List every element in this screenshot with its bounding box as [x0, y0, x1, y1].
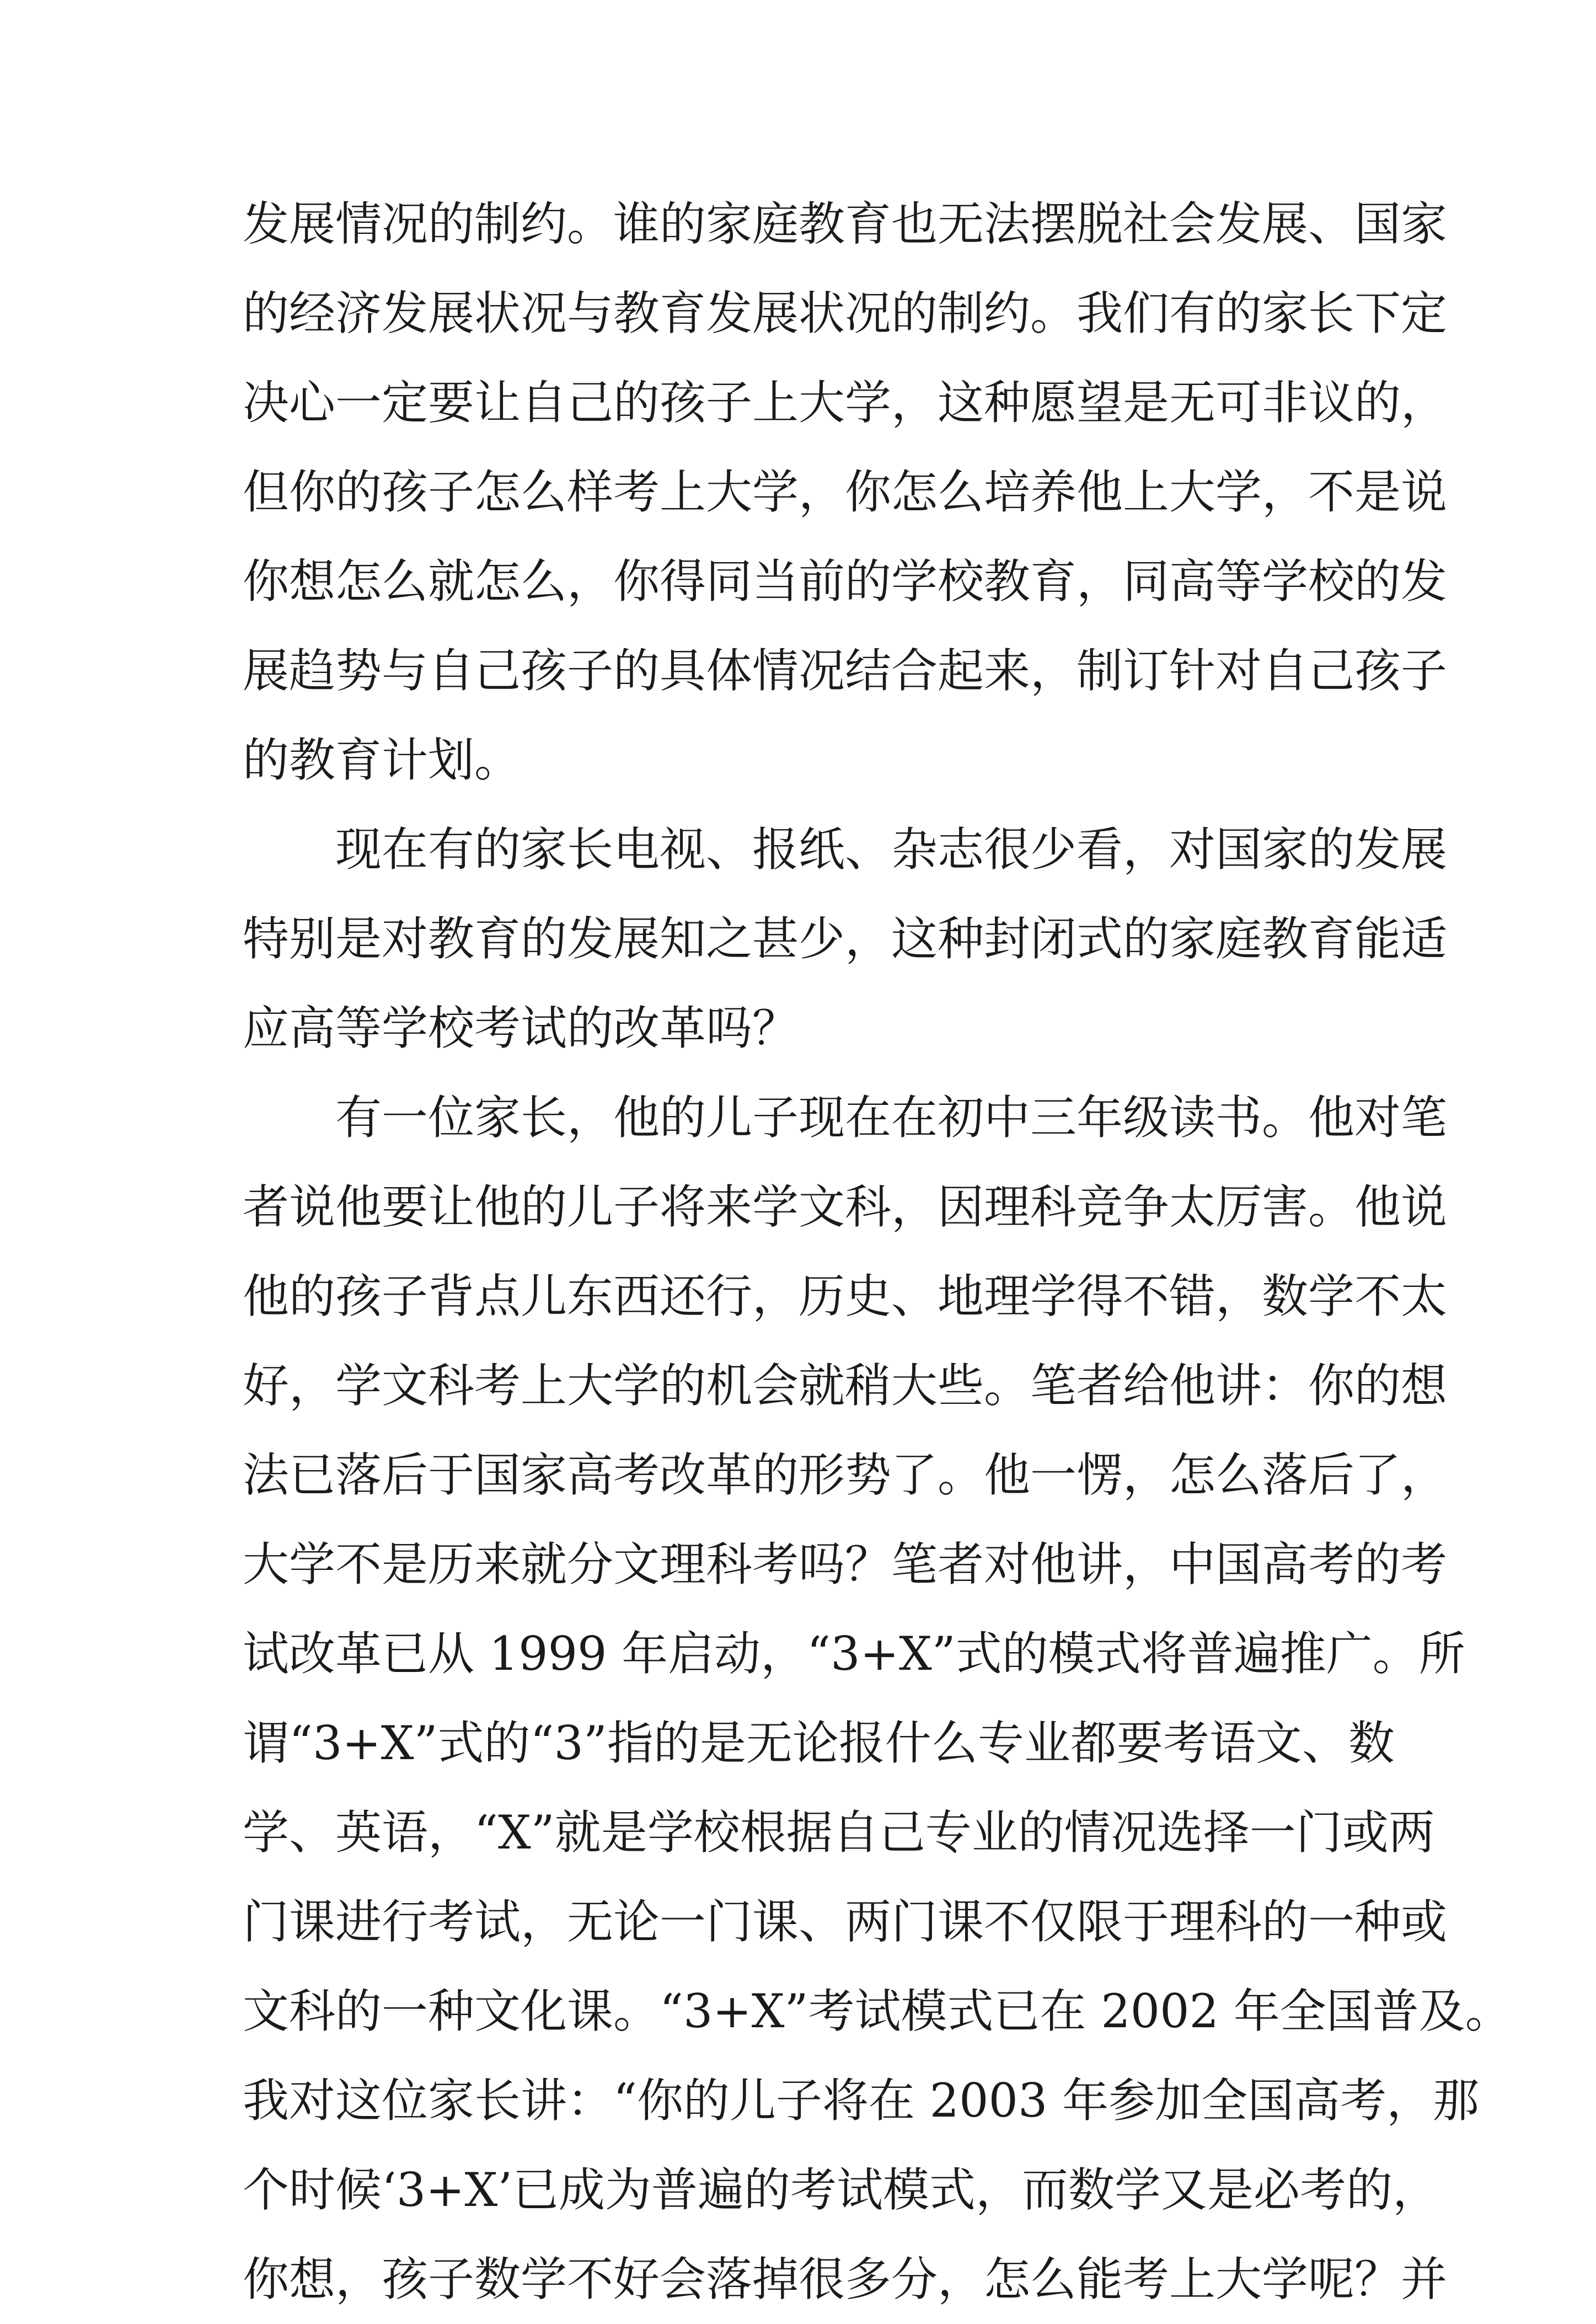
text-line: 法已落后于国家高考改革的形势了。他一愣，怎么落后了， — [243, 1448, 1448, 1502]
text-line: 的经济发展状况与教育发展状况的制约。我们有的家长下定 — [243, 286, 1448, 340]
text-line: 但你的孩子怎么样考上大学，你怎么培养他上大学，不是说 — [243, 465, 1448, 519]
paragraph-2 — [243, 805, 1448, 1073]
text-line: 我对这位家长讲：“你的儿子将在 2003 年参加全国高考，那 — [243, 2074, 1480, 2128]
text-line: 你想，孩子数学不好会落掉很多分，怎么能考上大学呢？并 — [243, 2252, 1448, 2306]
text-line: 发展情况的制约。谁的家庭教育也无法摆脱社会发展、国家 — [243, 197, 1448, 251]
paragraph-3 — [243, 1073, 1512, 2324]
text-line: 你想怎么就怎么，你得同当前的学校教育，同高等学校的发 — [243, 554, 1448, 608]
text-line: 现在有的家长电视、报纸、杂志很少看，对国家的发展 — [335, 822, 1448, 877]
text-line: 谓“3+X”式的“3”指的是无论报什么专业都要考语文、数 — [243, 1716, 1395, 1770]
text-line: 决心一定要让自己的孩子上大学，这种愿望是无可非议的， — [243, 376, 1448, 430]
text-line: 好，学文科考上大学的机会就稍大些。笔者给他讲：你的想 — [243, 1359, 1448, 1413]
text-line: 文科的一种文化课。“3+X”考试模式已在 2002 年全国普及。 — [243, 1984, 1512, 2038]
text-line: 大学不是历来就分文理科考吗？笔者对他讲，中国高考的考 — [243, 1537, 1448, 1591]
paragraph-1 — [243, 179, 1448, 805]
text-line: 试改革已从 1999 年启动，“3+X”式的模式将普遍推广。所 — [243, 1627, 1465, 1681]
text-line: 个时候‘3+X’已成为普遍的考试模式，而数学又是必考的， — [243, 2163, 1439, 2217]
text-line: 者说他要让他的儿子将来学文科，因理科竞争太厉害。他说 — [243, 1180, 1448, 1234]
text-line: 有一位家长，他的儿子现在在初中三年级读书。他对笔 — [335, 1091, 1448, 1145]
body-text — [243, 179, 1512, 2324]
text-line: 的教育计划。 — [243, 733, 521, 787]
text-line: 他的孩子背点儿东西还行，历史、地理学得不错，数学不太 — [243, 1269, 1448, 1323]
text-line: 门课进行考试，无论一门课、两门课不仅限于理科的一种或 — [243, 1895, 1448, 1949]
text-line: 展趋势与自己孩子的具体情况结合起来，制订针对自己孩子 — [243, 644, 1448, 698]
text-line: 学、英语，“X”就是学校根据自己专业的情况选择一门或两 — [243, 1805, 1435, 1860]
text-line: 应高等学校考试的改革吗？ — [243, 1001, 799, 1055]
text-line: 特别是对教育的发展知之甚少，这种封闭式的家庭教育能适 — [243, 912, 1448, 966]
